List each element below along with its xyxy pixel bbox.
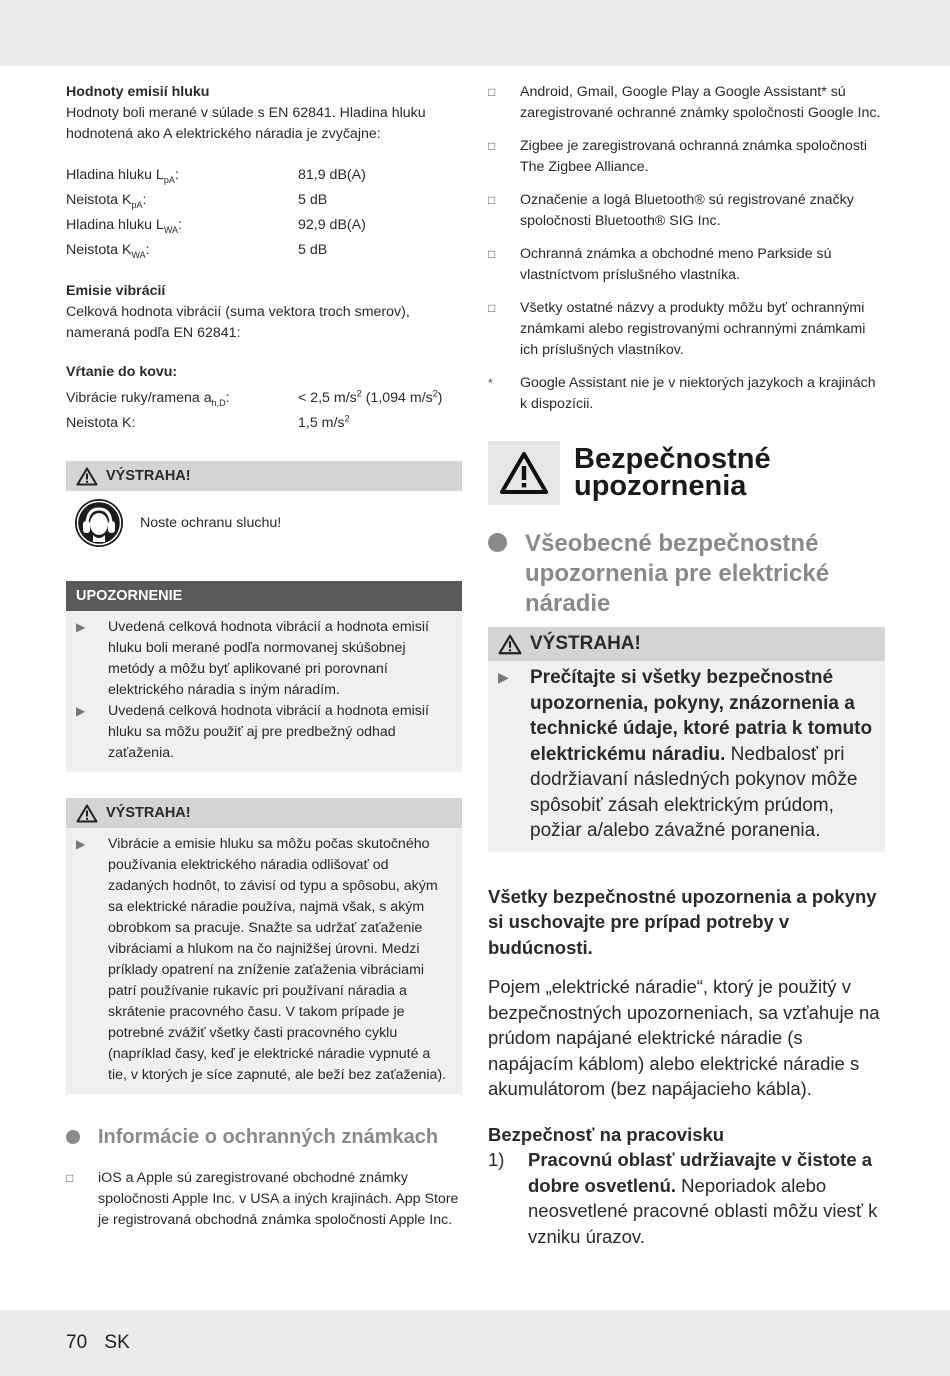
workplace-heading: Bezpečnosť na pracovisku (488, 1123, 725, 1145)
noise-table (66, 163, 462, 263)
trademark-item: □ iOS a Apple sú zaregistrované obchodné známky spoločnosti Apple Inc. v USA a iných krajinách. App Store je registrovaná obchodná známka spoločnosti Apple Inc. (66, 1168, 462, 1231)
warning-triangle-icon (499, 451, 549, 495)
checkbox-bullet-icon: □ (488, 301, 496, 315)
noise-row: Neistota $K_{WA}$: 5 dB (66, 242, 328, 260)
warning-triangle-icon (498, 634, 522, 655)
vibration-row: Neistota K: 1,5 $m/s^2$ (66, 413, 350, 431)
checkbox-bullet-icon: □ (488, 247, 496, 261)
warning-item: ▶ Prečítajte si všetky bezpečnostné upozornenia, pokyny, znázornenia a technické údaje, ktoré patria k tomuto elektrickému náradiu. Nedbalosť pri dodržiavaní následných pokynov môže spôsobiť zásah elektrickým prúdom, požiar a/alebo závažné poranenia. (488, 661, 885, 852)
noise-row: Hladina hluku $L_{WA}$: 92,9 dB(A) (66, 217, 366, 235)
trademark-item: □ Android, Gmail, Google Play a Google Assistant* sú zaregistrované ochranné známky spoločnosti Google Inc. (488, 82, 885, 124)
vibration-intro: Celková hodnota vibrácií (suma vektora troch smerov), nameraná podľa EN 62841: (66, 304, 410, 341)
warning-triangle-icon (76, 804, 98, 823)
trademark-item: □ Všetky ostatné názvy a produkty môžu byť ochrannými známkami alebo registrovanými ochrannými známkami ich príslušných vlastníkov. (488, 298, 885, 361)
arrow-icon: ▶ (76, 837, 86, 851)
vibration-title: Emisie vibrácií (66, 283, 166, 299)
warning-triangle-icon (76, 467, 98, 486)
page-footer (66, 1332, 142, 1354)
notice-header: UPOZORNENIE (66, 581, 462, 611)
vibration-warning-box (66, 798, 462, 1094)
general-warning-box (488, 627, 885, 852)
checkbox-bullet-icon: □ (66, 1171, 74, 1185)
section-title-line: upozornenia (574, 470, 747, 502)
language-code: SK (104, 1332, 130, 1353)
checkbox-bullet-icon: □ (488, 193, 496, 207)
trademark-item: □ Označenie a logá Bluetooth® sú registrované značky spoločnosti Bluetooth® SIG Inc. (488, 190, 885, 232)
noise-row: Hladina hluku $L_{pA}$: 81,9 dB(A) (66, 167, 366, 185)
warning-label: VÝSTRAHA! (106, 468, 191, 484)
keep-instructions: Všetky bezpečnostné upozornenia a pokyny si uschovajte pre prípad potreby v budúcnosti. (488, 885, 877, 958)
notice-item: ▶ Uvedená celková hodnota vibrácií a hodnota emisií hluku sa môžu použiť aj pre predbežný odhad zaťaženia. (76, 701, 452, 764)
trademark-item: □ Zigbee je zaregistrovaná ochranná známka spoločnosti The Zigbee Alliance. (488, 136, 885, 178)
trademarks-heading: Informácie o ochranných známkach (66, 1124, 462, 1150)
general-safety-heading: Všeobecné bezpečnostné upozornenia pre elektrické náradie (488, 529, 885, 619)
warning-header (66, 798, 462, 828)
noise-row: Neistota $K_{pA}$: 5 dB (66, 192, 328, 210)
warning-header (488, 627, 885, 661)
warning-text: Noste ochranu sluchu! (140, 515, 282, 531)
trademark-item: □ Ochranná známka a obchodné meno Parkside sú vlastníctvom príslušného vlastníka. (488, 244, 885, 286)
right-column (488, 82, 885, 1249)
bullet-dot-icon (488, 533, 507, 552)
vibration-subtitle: Vŕtanie do kovu: (66, 364, 178, 380)
term-definition: Pojem „elektrické náradie“, ktorý je použitý v bezpečnostných upozorneniach, sa vzťahuje na prúdom napájané elektrické náradie (s napájacím káblom) alebo elektrické náradie s akumulátorom (bez napájacieho kábla). (488, 976, 880, 1099)
noise-title: Hodnoty emisií hluku (66, 84, 210, 100)
bottom-band (0, 1310, 950, 1376)
warning-label: VÝSTRAHA! (530, 633, 641, 654)
arrow-icon: ▶ (76, 620, 86, 634)
warning-item: ▶ Vibrácie a emisie hluku sa môžu počas skutočného používania elektrického náradia odlišovať od zadaných hodnôt, to závisí od typu a spôsobu, akým sa elektrické náradie používa, najmä však, s akým obrobkom sa pracuje. Snažte sa udržať zaťaženie vibráciami a hlukom na čo najnižšej úrovni. Medzi príklady opatrení na zníženie zaťaženia vibráciami patrí používanie rukavíc pri používaní náradia a skrátenie pracovného času. V takom prípade je potrebné zvážiť všetky časti pracovného cyklu (napríklad časy, keď je elektrické náradie vypnuté a tie, v ktorých je síce zapnuté, ale beží bez zaťaženia). (76, 834, 452, 1086)
section-title (488, 441, 885, 505)
section-warning-icon (488, 441, 560, 505)
section-title-line: Bezpečnostné (574, 443, 771, 475)
hearing-protection-row (66, 491, 462, 555)
notice-box (66, 581, 462, 772)
trademark-footnote: * Google Assistant nie je v niektorých jazykoch a krajinách k dispozícii. (488, 375, 876, 412)
ear-protection-icon (74, 498, 124, 548)
warning-header (66, 461, 462, 491)
left-column (66, 82, 462, 1231)
notice-item: ▶ Uvedená celková hodnota vibrácií a hodnota emisií hluku boli merané podľa normovanej skúšobnej metódy a môžu byť aplikované pri porovnaní elektrického náradia s iným náradím. (76, 617, 452, 701)
top-band (0, 0, 950, 66)
vibration-row: Vibrácie ruky/ramena $a_{h,D}$: < 2,5 $m/s^2$ (1,094 $m/s^2$) (66, 388, 443, 408)
arrow-icon: ▶ (498, 669, 509, 685)
hearing-warning-box (66, 461, 462, 555)
noise-intro: Hodnoty boli merané v súlade s EN 62841. Hladina hluku hodnotená ako A elektrického náradia je zvyčajne: (66, 105, 426, 142)
page-number: 70 (66, 1332, 88, 1353)
workplace-item: 1) Pracovnú oblasť udržiavajte v čistote a dobre osvetlenú. Neporiadok alebo neosvetlené pracovné oblasti môžu viesť k vzniku úrazov. (488, 1149, 878, 1247)
checkbox-bullet-icon: □ (488, 139, 496, 153)
arrow-icon: ▶ (76, 704, 86, 718)
checkbox-bullet-icon: □ (488, 85, 496, 99)
warning-label: VÝSTRAHA! (106, 805, 191, 821)
bullet-dot-icon (66, 1130, 80, 1144)
